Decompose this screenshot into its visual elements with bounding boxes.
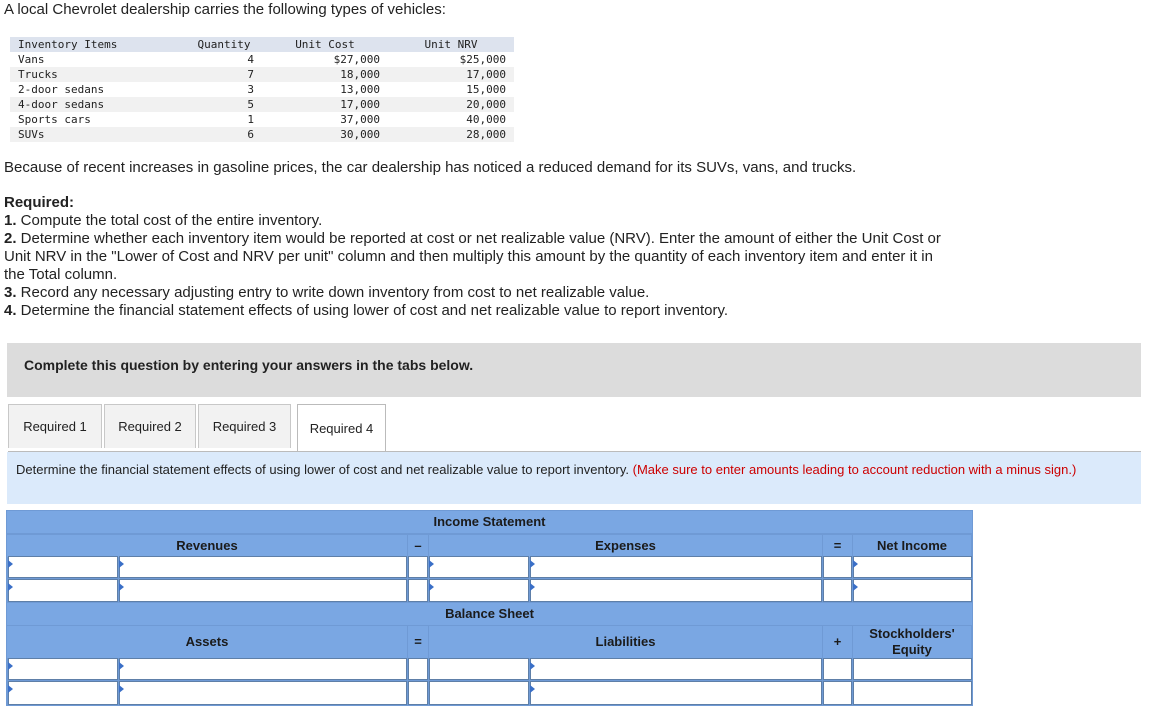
net-income-header: Net Income <box>853 535 971 557</box>
item-quantity: 1 <box>247 113 254 126</box>
revenues-header: Revenues <box>7 535 407 557</box>
item-quantity: 5 <box>186 97 262 112</box>
operator-cell <box>408 579 428 602</box>
net-income-input[interactable] <box>853 579 972 602</box>
col-unit-nrv: Unit NRV <box>388 37 514 52</box>
item-unit-cost: $27,000 <box>333 53 380 66</box>
required-item-2 <box>4 230 954 284</box>
revenue-amount-input[interactable] <box>119 556 407 578</box>
tab-instructions <box>7 452 1141 504</box>
operator-cell <box>408 681 428 705</box>
dropdown-arrow-icon[interactable] <box>429 583 434 591</box>
equity-input[interactable] <box>853 658 972 680</box>
required-num: 2. <box>4 230 17 247</box>
required-text: Record any necessary adjusting entry to write down inventory from cost to net realizable value. <box>16 284 650 301</box>
operator-cell <box>823 681 852 705</box>
tab-required-1[interactable]: Required 1 <box>8 404 102 448</box>
liability-account-input[interactable] <box>429 658 529 680</box>
item-name: SUVs <box>10 127 186 142</box>
dropdown-arrow-icon[interactable] <box>8 560 13 568</box>
operator-cell <box>823 579 852 602</box>
dropdown-arrow-icon[interactable] <box>530 662 535 670</box>
required-item-3 <box>4 284 954 302</box>
net-income-input[interactable] <box>853 556 972 578</box>
stockholders-equity-header: Stockholders' Equity <box>853 626 971 658</box>
dropdown-arrow-icon[interactable] <box>8 685 13 693</box>
instructions-banner <box>7 343 1141 397</box>
revenue-account-input[interactable] <box>8 579 118 602</box>
item-quantity: 4 <box>247 53 254 66</box>
item-unit-cost: 18,000 <box>262 67 388 82</box>
asset-amount-input[interactable] <box>119 681 407 705</box>
col-unit-cost: Unit Cost <box>262 37 388 52</box>
equals-operator: = <box>823 535 852 557</box>
required-text: Determine the financial statement effects of using lower of cost and net realizable value to report inventory. <box>16 302 729 319</box>
intro-text: A local Chevrolet dealership carries the following types of vehicles: <box>4 1 446 18</box>
expense-account-input[interactable] <box>429 579 529 602</box>
required-text: Compute the total cost of the entire inventory. <box>16 212 323 229</box>
liability-account-input[interactable] <box>429 681 529 705</box>
liabilities-header: Liabilities <box>429 626 822 658</box>
dropdown-arrow-icon[interactable] <box>530 583 535 591</box>
item-unit-nrv: 28,000 <box>388 127 514 142</box>
asset-account-input[interactable] <box>8 681 118 705</box>
balance-sheet-title: Balance Sheet <box>7 603 972 625</box>
item-unit-cost: 13,000 <box>340 83 380 96</box>
expense-amount-input[interactable] <box>530 556 822 578</box>
table-row <box>10 97 514 112</box>
dropdown-arrow-icon[interactable] <box>119 560 124 568</box>
item-name: Vans <box>18 53 45 66</box>
revenue-account-input[interactable] <box>8 556 118 578</box>
expense-amount-input[interactable] <box>530 579 822 602</box>
item-quantity: 3 <box>247 83 254 96</box>
dropdown-arrow-icon[interactable] <box>853 560 858 568</box>
expense-account-input[interactable] <box>429 556 529 578</box>
instruction-main: Determine the financial statement effects of using lower of cost and net realizable value to report inventory. <box>16 462 633 477</box>
dropdown-arrow-icon[interactable] <box>119 685 124 693</box>
liability-amount-input[interactable] <box>530 658 822 680</box>
minus-operator: – <box>408 535 428 557</box>
item-unit-nrv: 20,000 <box>388 97 514 112</box>
item-name: Trucks <box>10 67 186 82</box>
operator-cell <box>823 556 852 578</box>
table-row <box>10 67 514 82</box>
item-unit-nrv: 17,000 <box>388 67 514 82</box>
required-section <box>4 194 954 320</box>
item-quantity: 6 <box>186 127 262 142</box>
dropdown-arrow-icon[interactable] <box>853 583 858 591</box>
operator-cell <box>408 556 428 578</box>
tab-required-2[interactable]: Required 2 <box>104 404 196 448</box>
item-name: 2-door sedans <box>18 83 105 96</box>
banner-text: Complete this question by entering your answers in the tabs below. <box>24 357 474 373</box>
revenue-amount-input[interactable] <box>119 579 407 602</box>
dropdown-arrow-icon[interactable] <box>119 662 124 670</box>
liability-amount-input[interactable] <box>530 681 822 705</box>
equals-operator: = <box>408 626 428 658</box>
required-item-1 <box>4 212 954 230</box>
item-unit-cost: 30,000 <box>262 127 388 142</box>
dropdown-arrow-icon[interactable] <box>429 560 434 568</box>
required-heading: Required: <box>4 194 75 211</box>
table-row <box>10 52 514 67</box>
plus-operator: + <box>823 626 852 658</box>
asset-account-input[interactable] <box>8 658 118 680</box>
context-paragraph: Because of recent increases in gasoline prices, the car dealership has noticed a reduced demand for its SUVs, vans, and trucks. <box>4 159 857 176</box>
equity-input[interactable] <box>853 681 972 705</box>
col-inventory-items: Inventory Items <box>10 37 186 52</box>
required-item-4 <box>4 302 954 320</box>
item-unit-nrv: 15,000 <box>466 83 506 96</box>
table-row <box>10 127 514 142</box>
asset-amount-input[interactable] <box>119 658 407 680</box>
required-num: 1. <box>4 212 17 229</box>
item-name: 4-door sedans <box>10 97 186 112</box>
dropdown-arrow-icon[interactable] <box>119 583 124 591</box>
item-quantity: 7 <box>186 67 262 82</box>
expenses-header: Expenses <box>429 535 822 557</box>
dropdown-arrow-icon[interactable] <box>8 583 13 591</box>
col-quantity: Quantity <box>186 37 262 52</box>
income-statement-title: Income Statement <box>7 511 972 533</box>
inventory-header-row <box>10 37 514 52</box>
item-unit-nrv: 40,000 <box>466 113 506 126</box>
assets-header: Assets <box>7 626 407 658</box>
item-unit-cost: 37,000 <box>340 113 380 126</box>
dropdown-arrow-icon[interactable] <box>530 685 535 693</box>
inventory-table <box>10 37 514 142</box>
dropdown-arrow-icon[interactable] <box>530 560 535 568</box>
required-num: 3. <box>4 284 17 301</box>
required-num: 4. <box>4 302 17 319</box>
dropdown-arrow-icon[interactable] <box>8 662 13 670</box>
tab-required-4[interactable]: Required 4 <box>297 404 386 452</box>
item-name: Sports cars <box>18 113 91 126</box>
item-unit-nrv: $25,000 <box>459 53 506 66</box>
tab-required-3[interactable]: Required 3 <box>198 404 291 448</box>
table-row <box>10 112 514 127</box>
operator-cell <box>408 658 428 680</box>
instruction-note: (Make sure to enter amounts leading to account reduction with a minus sign.) <box>632 462 1077 477</box>
item-unit-cost: 17,000 <box>262 97 388 112</box>
operator-cell <box>823 658 852 680</box>
required-text: Determine whether each inventory item would be reported at cost or net realizable value (NRV). Enter the amount of either the Unit Cost or Unit NRV in the "Lower of Cost and NRV per unit" column and then multiply this amount by the quantity of each inventory item and enter it in the Total column. <box>4 230 941 283</box>
table-row <box>10 82 514 97</box>
effects-table <box>6 510 973 706</box>
